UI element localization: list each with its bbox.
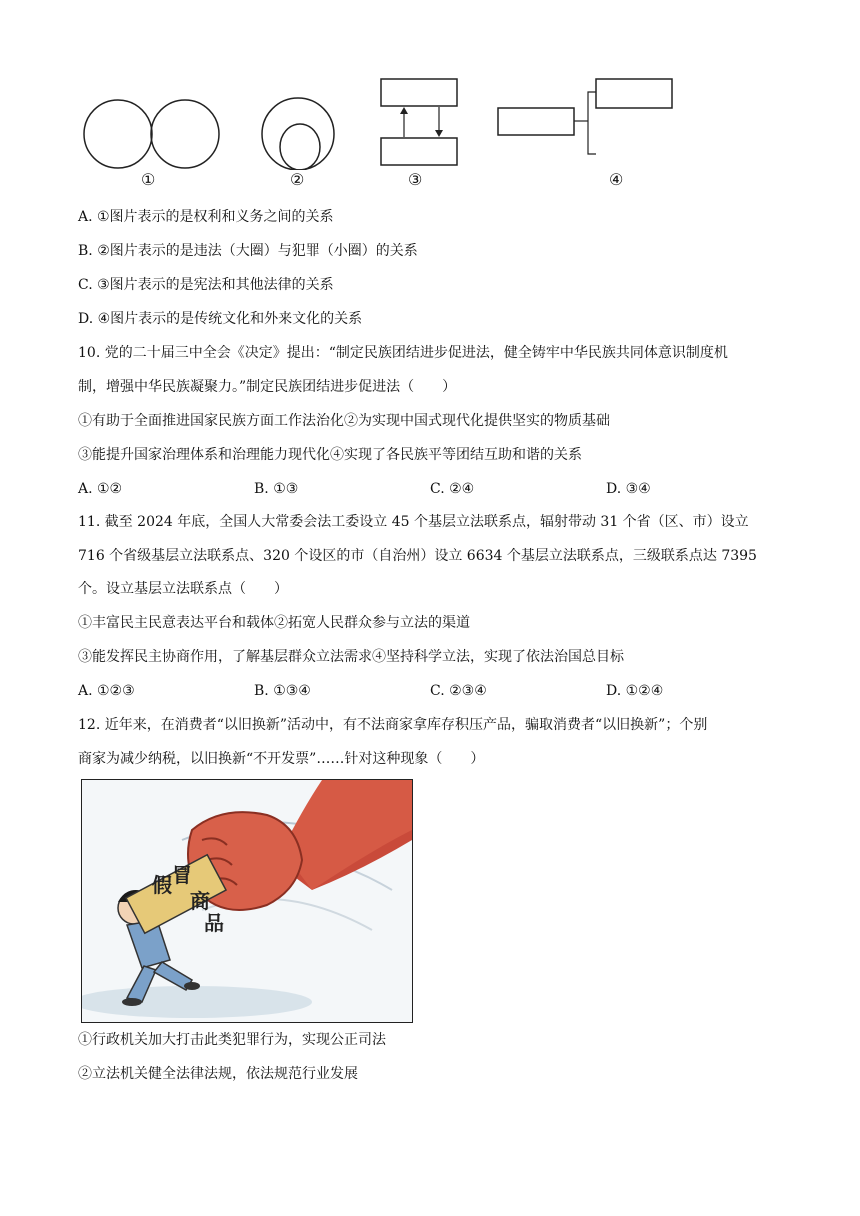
diagram3-top-box <box>381 79 457 106</box>
q9-option-c: C. ③图片表示的是宪法和其他法律的关系 <box>78 277 334 293</box>
diagram2-big-circle <box>262 98 334 170</box>
box-char-3: 商 <box>190 891 210 913</box>
q12-statement-2: ②立法机关健全法律法规，依法规范行业发展 <box>78 1066 358 1082</box>
diagram1-right-circle <box>151 100 219 168</box>
q11-option-c: C. ②③④ <box>430 683 487 699</box>
q9-option-d: D. ④图片表示的是传统文化和外来文化的关系 <box>78 311 363 327</box>
q11-stem-line1: 11. 截至 2024 年底，全国人大常委会法工委设立 45 个基层立法联系点，辐射带动 31 个省（区、市）设立 <box>78 514 749 530</box>
q12-stem-line1: 12. 近年来，在消费者“以旧换新”活动中，有不法商家拿库存积压产品，骗取消费者“以旧换新”；个别 <box>78 717 708 733</box>
q10-option-a: A. ①② <box>78 481 123 497</box>
q10-option-b: B. ①③ <box>254 481 299 497</box>
q11-statement-line2: ③能发挥民主协商作用，了解基层群众立法需求④坚持科学立法，实现了依法治国总目标 <box>78 649 624 665</box>
cartoon-illustration <box>82 780 412 1022</box>
q9-option-a: A. ①图片表示的是权利和义务之间的关系 <box>78 209 334 225</box>
diagram4-bracket <box>588 92 596 154</box>
diagram-label-1: ① <box>141 170 156 189</box>
diagram-label-2: ② <box>290 170 305 189</box>
q11-option-d: D. ①②④ <box>606 683 664 699</box>
q12-statement-1: ①行政机关加大打击此类犯罪行为，实现公正司法 <box>78 1032 386 1048</box>
q11-stem-line3: 个。设立基层立法联系点（ ） <box>78 581 288 597</box>
q9-option-b: B. ②图片表示的是违法（大圈）与犯罪（小圈）的关系 <box>78 243 418 259</box>
diagram4-right-box <box>596 79 672 108</box>
q10-stem-line1: 10. 党的二十届三中全会《决定》提出：“制定民族团结进步促进法，健全铸牢中华民族共同体意识制度机 <box>78 345 728 361</box>
diagram-label-4: ④ <box>609 170 624 189</box>
q10-statement-line1: ①有助于全面推进国家民族方面工作法治化②为实现中国式现代化提供坚实的物质基础 <box>78 413 610 429</box>
q12-stem-line2: 商家为减少纳税，以旧换新“不开发票”……针对这种现象（ ） <box>78 751 485 767</box>
counterfeit-goods-cartoon <box>81 779 413 1023</box>
q11-statement-line1: ①丰富民主民意表达平台和载体②拓宽人民群众参与立法的渠道 <box>78 615 470 631</box>
q10-option-c: C. ②④ <box>430 481 475 497</box>
box-char-1: 假 <box>152 875 172 897</box>
diagram4-left-box <box>498 108 574 135</box>
diagram-label-3: ③ <box>408 170 423 189</box>
q10-option-d: D. ③④ <box>606 481 651 497</box>
q10-stem-line2: 制，增强中华民族凝聚力。”制定民族团结进步促进法（ ） <box>78 379 457 395</box>
q11-option-a: A. ①②③ <box>78 683 135 699</box>
q10-statement-line2: ③能提升国家治理体系和治理能力现代化④实现了各民族平等团结互助和谐的关系 <box>78 447 582 463</box>
diagram1-left-circle <box>84 100 152 168</box>
diagram-shapes <box>78 70 698 170</box>
relation-diagrams <box>78 70 698 195</box>
diagram2-small-circle <box>280 124 320 170</box>
box-char-4: 品 <box>204 913 224 935</box>
box-char-2: 冒 <box>172 865 192 887</box>
q11-stem-line2: 716 个省级基层立法联系点、320 个设区的市（自治州）设立 6634 个基层立法联系点，三级联系点达 7395 <box>78 548 757 564</box>
diagram3-bottom-box <box>381 138 457 165</box>
q11-option-b: B. ①③④ <box>254 683 311 699</box>
